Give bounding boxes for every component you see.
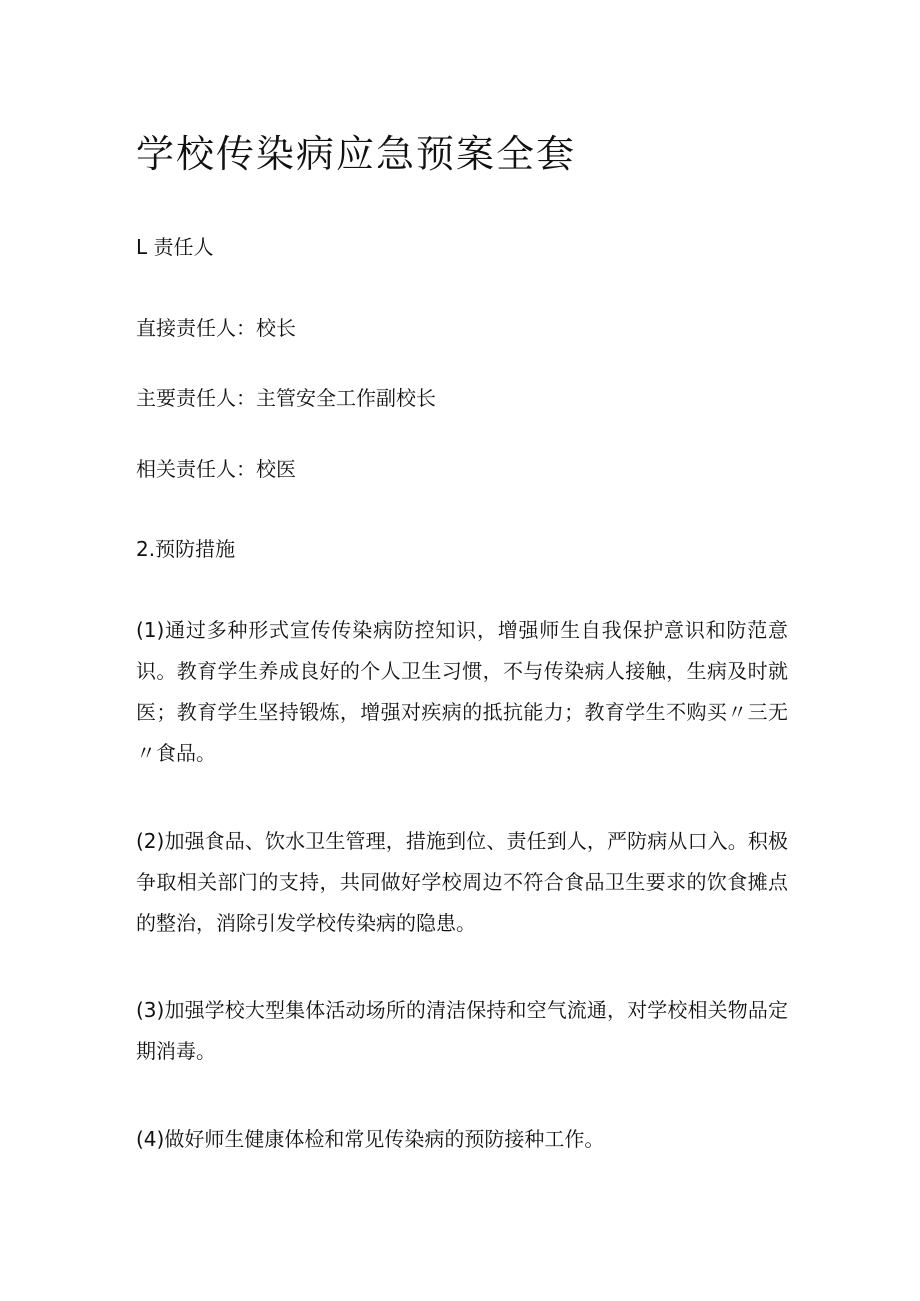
responsible-related: 相关责任人：校医	[136, 457, 296, 481]
section-heading-prevention: 2.预防措施	[136, 537, 236, 561]
document-title: 学校传染病应急预案全套	[136, 132, 577, 176]
section-heading-responsible: L 责任人	[136, 235, 214, 259]
responsible-main: 主要责任人：主管安全工作副校长	[136, 386, 436, 410]
responsible-direct: 直接责任人：校长	[136, 316, 296, 340]
measure-paragraph-3: (3)加强学校大型集体活动场所的清洁保持和空气流通，对学校相关物品定期消毒。	[136, 998, 788, 1063]
measure-paragraph-4: (4)做好师生健康体检和常见传染病的预防接种工作。	[136, 1127, 605, 1151]
measure-paragraph-1: (1)通过多种形式宣传传染病防控知识，增强师生自我保护意识和防范意识。教育学生养成良好的个人卫生习惯，不与传染病人接触，生病及时就医；教育学生坚持锻炼，增强对疾病的抵抗能力；教育学生不购买〃三无〃食品。	[136, 618, 788, 765]
measure-paragraph-2: (2)加强食品、饮水卫生管理，措施到位、责任到人，严防病从口入。积极争取相关部门的支持，共同做好学校周边不符合食品卫生要求的饮食摊点的整治，消除引发学校传染病的隐患。	[136, 829, 788, 935]
